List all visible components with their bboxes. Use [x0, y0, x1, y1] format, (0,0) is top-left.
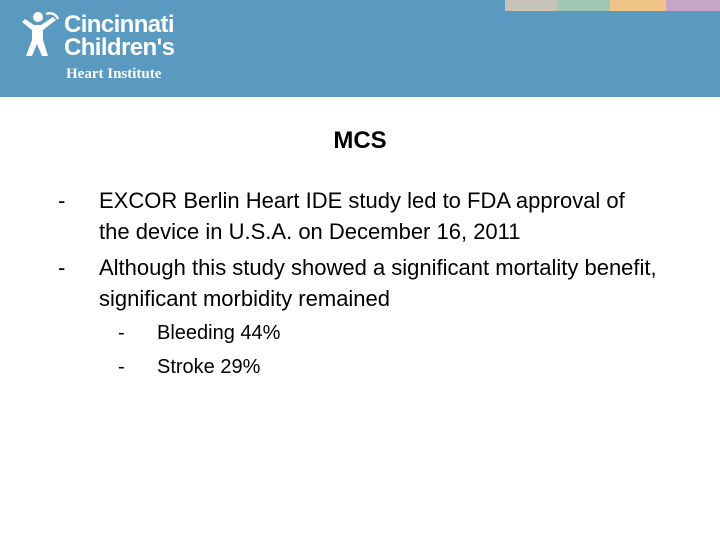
logo-institute: Heart Institute — [66, 66, 162, 82]
header-bar — [0, 0, 720, 97]
logo-name-line1: Cincinnati — [64, 11, 175, 38]
bullet-list — [0, 185, 720, 384]
sub-bullet-item — [0, 316, 720, 350]
bullet-item — [0, 185, 720, 247]
child-figure-icon — [18, 10, 62, 60]
sub-bullet-text: Stroke 29% — [157, 356, 261, 378]
bullet-marker: - — [58, 255, 66, 280]
sub-bullet-item — [0, 350, 720, 384]
bullet-text: Although this study showed a significant mortality benefit, significant morbidity remained — [99, 255, 657, 311]
accent-strip-purple — [666, 0, 720, 11]
logo-name-line2: Children's — [64, 34, 175, 61]
slide-title: MCS — [333, 127, 387, 154]
sub-bullet-marker: - — [118, 322, 125, 344]
bullet-text: EXCOR Berlin Heart IDE study led to FDA approval of the device in U.S.A. on December 16, 2011 — [99, 188, 625, 244]
accent-strip-green — [557, 0, 610, 11]
sub-bullet-marker: - — [118, 356, 125, 378]
bullet-marker: - — [58, 188, 66, 213]
cincinnati-childrens-logo — [18, 10, 218, 90]
accent-strip-taupe — [505, 0, 557, 11]
bullet-item — [0, 252, 720, 314]
sub-bullet-list — [0, 316, 720, 384]
sub-bullet-text: Bleeding 44% — [157, 322, 281, 344]
accent-strip-orange — [610, 0, 666, 11]
